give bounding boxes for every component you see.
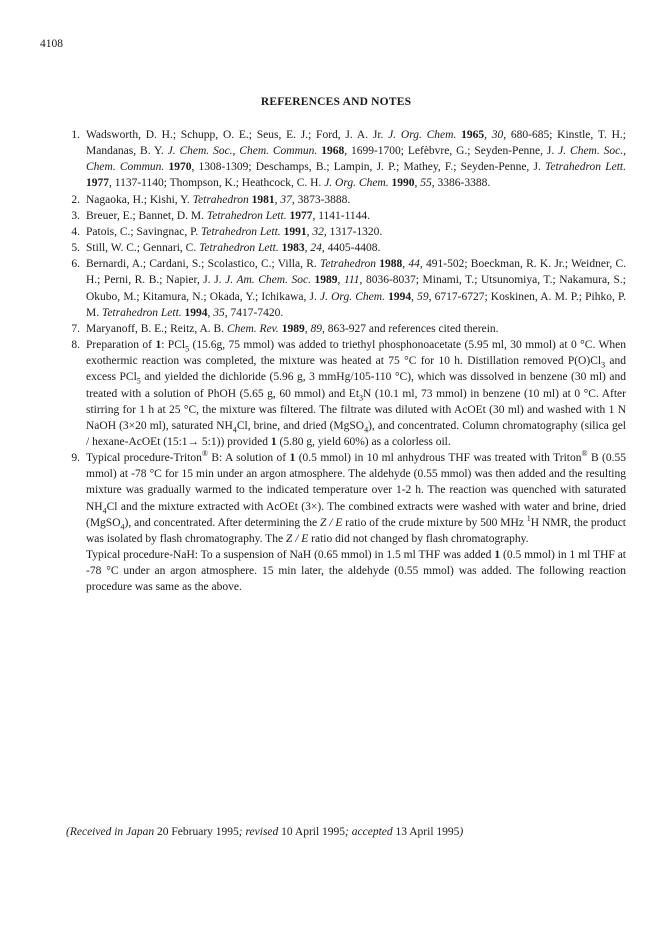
reference-segment: Tetrahedron Lett. (199, 242, 279, 255)
reference-segment: 1 (289, 452, 296, 465)
reference-segment: , (207, 306, 214, 319)
reference-segment: : PCl (161, 339, 186, 352)
reference-segment: ), and concentrated. Column chromatography (silica gel / hexane-AcOEt (15:1→ 5:1)) provided (86, 419, 627, 448)
reference-list (66, 127, 626, 596)
reference-segment: , (337, 274, 344, 287)
reference-segment: 24 (310, 242, 322, 255)
reference-segment: 1965 (461, 129, 485, 141)
reference-segment: 4 (102, 505, 107, 515)
reference-segment: Tetrahedron (320, 258, 377, 271)
reference-item (66, 240, 626, 256)
reference-segment: Typical procedure-NaH: To a suspension of NaH (0.65 mmol) in 1.5 ml THF was added (86, 549, 495, 562)
reference-segment: , 491-502; Boeckman, R. K. Jr.; Weidner, C. H.; Perni, R. B.; Napier, J. J. (86, 258, 626, 287)
reference-item (66, 256, 626, 321)
reference-segment: , 863-927 and references cited therein. (321, 322, 499, 335)
reference-segment: , 1137-1140; Thompson, K.; Heathcock, C. H. (109, 177, 325, 190)
reference-segment: 1968 (321, 145, 345, 158)
reference-segment: 111 (343, 274, 360, 287)
received-place: Japan (126, 826, 155, 838)
reference-segment: 1994 (388, 290, 412, 303)
reference-segment: (0.5 mmol) in 1 ml THF at -78 °C under an argon atmosphere. 15 min later, the aldehyde (0.55 mmol) was added. The following reaction procedure was same as the above. (86, 549, 626, 594)
reference-segment: ® (581, 449, 588, 459)
reference-segment: 59 (417, 290, 429, 303)
reference-segment: and yielded the dichloride (5.96 g, 3 mmHg/105-110 °C), which was dissolved in benzene (30 ml) and treated with a solution of PhOH (5.65 g, 60 mmol) and Et (86, 371, 626, 400)
reference-segment: 1989 (314, 274, 338, 287)
reference-item (66, 224, 626, 240)
reference-text (86, 450, 626, 547)
reference-segment: 1983 (281, 242, 305, 255)
reference-segment: 3 (359, 392, 364, 402)
reference-segment: , 1317-1320. (323, 225, 383, 238)
reference-number: 1 . (66, 127, 80, 143)
reference-segment: J. Org. Chem. (388, 129, 457, 141)
reference-segment: and excess PCl (86, 355, 626, 384)
reference-item (66, 208, 626, 224)
reference-segment: Z / E (320, 516, 343, 529)
reference-text (86, 547, 626, 595)
reference-segment: Typical procedure-Triton (86, 452, 202, 465)
reference-segment: 1994 (184, 306, 208, 319)
reference-segment: 3 (601, 360, 606, 370)
reference-segment: ratio of the crude mixture by 500 MHz (342, 516, 527, 529)
reference-segment: ), and concentrated. After determining the (124, 516, 321, 529)
received-dates: (Received in Japan 20 February 1995; revised 10 April 1995; accepted 13 April 1995) (66, 826, 464, 838)
reference-segment: N (10.1 ml, 73 mmol) in benzene (10 ml) at 0 °C. After stirring for 1 h at 25 °C, the mixture was filtered. The filtrate was diluted with AcOEt (30 ml) and washed with 1 N NaOH (3×20 ml), saturated NH (86, 387, 626, 432)
reference-text (86, 208, 626, 224)
reference-segment: , 680-685; Kinstle, T. H.; Mandanas, B. Y. (86, 129, 626, 158)
reference-segment: , 6717-6727; Koskinen, A. M. P.; Pihko, P. M. (86, 290, 626, 319)
reference-segment: , (402, 258, 409, 271)
reference-segment: (5.80 g, yield 60%) as a colorless oil. (276, 435, 451, 448)
reference-text (86, 240, 626, 256)
reference-segment: 1977 (289, 209, 313, 222)
reference-segment: 1 (494, 549, 501, 562)
reference-segment: Chem. Rev. (226, 322, 279, 335)
section-title: REFERENCES AND NOTES (260, 96, 412, 108)
reference-segment: , 3873-3888. (291, 193, 351, 206)
reference-segment: 35 (213, 306, 225, 319)
reference-segment: ® (201, 449, 208, 459)
reference-segment: Nagaoka, H.; Kishi, Y. (86, 193, 193, 206)
reference-segment: Cl, brine, and dried (MgSO (236, 419, 365, 432)
reference-item (66, 192, 626, 208)
received-date: 20 February 1995 (157, 826, 239, 838)
reference-item (66, 337, 626, 450)
revised-date: 10 April 1995 (281, 826, 346, 838)
reference-segment: , (484, 129, 492, 141)
reference-segment: B: A solution of (207, 452, 290, 465)
reference-text (86, 192, 626, 208)
reference-segment: , (274, 193, 281, 206)
reference-segment: Still, W. C.; Gennari, C. (86, 242, 200, 255)
reference-segment: Z / E (285, 532, 309, 545)
page-number: 4108 (40, 38, 63, 50)
reference-segment: 1 (526, 513, 531, 523)
reference-segment: 1990 (391, 177, 415, 190)
reference-number: 4 . (66, 224, 80, 240)
reference-segment: 1970 (168, 161, 192, 174)
reference-segment: J. Org. Chem. (324, 177, 389, 190)
reference-number: 7 . (66, 321, 80, 337)
reference-segment: 44 (408, 258, 420, 271)
reference-segment: , (306, 225, 313, 238)
reference-segment: J. Org. Chem. (320, 290, 385, 303)
reference-segment: , (414, 177, 421, 190)
reference-segment: (0.5 mmol) in 10 ml anhydrous THF was treated with Triton (295, 452, 582, 465)
reference-segment: 1 (270, 435, 277, 448)
reference-segment: Tetrahedron (192, 193, 249, 206)
reference-segment: Wadsworth, D. H.; Schupp, O. E.; Seus, E. J.; Ford, J. A. Jr. (86, 129, 389, 141)
reference-segment: Preparation of (86, 339, 156, 352)
reference-segment: , 7417-7420. (224, 306, 284, 319)
revised-label: ; revised (238, 826, 282, 838)
reference-segment: H NMR, the product was isolated by flash chromatography. The (86, 516, 626, 545)
reference-segment: , (304, 242, 311, 255)
reference-segment: 1981 (251, 193, 275, 206)
reference-item (66, 450, 626, 595)
reference-segment: 5 (185, 344, 190, 354)
accepted-date: 13 April 1995 (395, 826, 460, 838)
reference-segment: 1989 (281, 322, 305, 335)
reference-segment: , 8036-8037; Minami, T.; Utsunomiya, T.; Nakamura, S.; Okubo, M.; Kitamura, N.; Okada, Y.; Ichikawa, J. (86, 274, 627, 303)
reference-number: 9 . (66, 450, 80, 466)
reference-segment: 89 (310, 322, 322, 335)
reference-segment: Bernardi, A.; Cardani, S.; Scolastico, C.; Villa, R. (86, 258, 320, 271)
reference-segment: 32 (312, 225, 324, 238)
reference-segment: , (304, 322, 311, 335)
reference-segment: 37 (280, 193, 292, 206)
reference-segment: Maryanoff, B. E.; Reitz, A. B. (86, 322, 227, 335)
reference-item (66, 127, 626, 192)
reference-text (86, 224, 626, 240)
received-in-label: Received in (69, 826, 127, 838)
reference-item (66, 321, 626, 337)
reference-segment: 4 (120, 522, 125, 532)
reference-segment: Tetrahedron Lett. (201, 225, 281, 238)
reference-segment: Patois, C.; Savingnac, P. (86, 225, 202, 238)
reference-segment: J. Chem. Soc., Chem. Commun. (167, 145, 318, 158)
reference-segment: 1991 (283, 225, 307, 238)
reference-number: 5 . (66, 240, 80, 256)
reference-segment: Tetrahedron Lett. (101, 306, 182, 319)
reference-segment: Cl and the mixture extracted with AcOEt (3×). The combined extracts were washed with water and brine, dried (MgSO (86, 500, 626, 529)
reference-number: 8 . (66, 337, 80, 353)
reference-segment: B (0.55 mmol) at -78 °C for 15 min under an argon atmosphere. The aldehyde (0.55 mmol) was then added and the resulting mixture was gradually warmed to the indicated temperature over 1-2 h. The reaction was quenched with saturated NH (86, 452, 626, 513)
reference-segment: 1988 (379, 258, 403, 271)
reference-segment: ratio did not changed by flash chromatography. (308, 532, 529, 545)
reference-segment: 1 (155, 339, 162, 352)
reference-segment: (15.6g, 75 mmol) was added to triethyl phosphonoacetate (5.95 ml, 30 mmol) at 0 °C. When exothermic reaction was completed, the mixture was heated at 75 °C for 10 h. Distillation removed P(O)Cl (86, 339, 627, 368)
reference-segment: , 1141-1144. (312, 209, 371, 222)
reference-segment: , 4405-4408. (321, 242, 381, 255)
reference-segment: , 1308-1309; Deschamps, B.; Lampin, J. P.; Mathey, F.; Seyden-Penne, J. (191, 161, 546, 174)
accepted-label: ; accepted (345, 826, 396, 838)
reference-segment: 4 (364, 425, 369, 435)
reference-segment: J. Am. Chem. Soc. (225, 274, 311, 287)
reference-text (86, 127, 626, 192)
reference-number: 3 . (66, 208, 80, 224)
reference-text (86, 321, 626, 337)
reference-segment: 1977 (86, 177, 109, 190)
reference-segment: Tetrahedron Lett. (545, 161, 626, 174)
reference-text (86, 337, 626, 450)
reference-segment: 30 (491, 129, 504, 141)
reference-segment: Tetrahedron Lett. (206, 209, 287, 222)
reference-segment: J. Chem. Soc., Chem. Commun. (86, 145, 626, 174)
reference-segment: , (411, 290, 418, 303)
reference-text (86, 256, 626, 321)
reference-segment: 4 (232, 425, 237, 435)
reference-segment: Breuer, E.; Bannet, D. M. (86, 209, 207, 222)
reference-segment: 55 (420, 177, 432, 190)
reference-segment: , 1699-1700; Lefèbvre, G.; Seyden-Penne, J. (344, 145, 559, 158)
reference-segment: , 3386-3388. (431, 177, 491, 190)
reference-segment: 5 (136, 376, 141, 386)
reference-number: 2 . (66, 192, 80, 208)
reference-number: 6 . (66, 256, 80, 272)
